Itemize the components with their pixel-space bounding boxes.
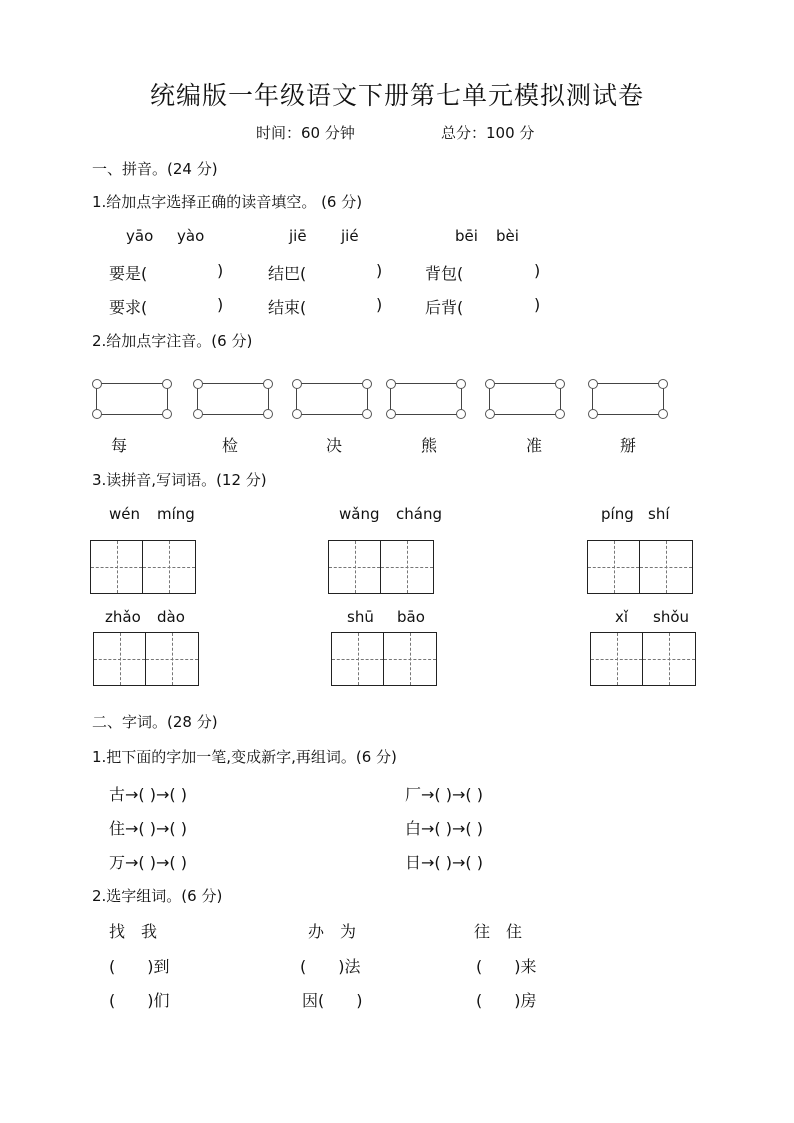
word-blank: 后背(: [425, 298, 464, 317]
writing-grid[interactable]: [590, 632, 696, 686]
pinyin-syllable: shí: [648, 505, 670, 523]
char-prompt: 每: [111, 436, 128, 455]
blank-close: ): [217, 261, 224, 280]
choice-blank: ( )房: [476, 991, 537, 1010]
pinyin-syllable: wén: [109, 505, 141, 523]
grid-cell[interactable]: [384, 633, 436, 685]
part2-q1-heading: 1.把下面的字加一笔,变成新字,再组词。(6 分): [92, 748, 397, 766]
pinyin-syllable: shǒu: [653, 608, 690, 626]
add-stroke-item: 住→( )→( ): [109, 819, 187, 838]
pinyin-option: yāo: [126, 227, 154, 245]
word-blank: 结束(: [268, 298, 307, 317]
part1-q3-heading: 3.读拼音,写词语。(12 分): [92, 471, 267, 489]
add-stroke-item: 古→( )→( ): [109, 785, 187, 804]
grid-cell[interactable]: [91, 541, 143, 593]
grid-cell[interactable]: [640, 541, 692, 593]
word-blank: 要是(: [109, 264, 148, 283]
blank-close: ): [376, 295, 383, 314]
add-stroke-item: 白→( )→( ): [405, 819, 483, 838]
pinyin-box[interactable]: [197, 383, 269, 415]
grid-cell[interactable]: [332, 633, 384, 685]
blank-close: ): [376, 261, 383, 280]
pinyin-syllable: zhǎo: [105, 608, 141, 626]
blank-close: ): [534, 295, 541, 314]
add-stroke-item: 厂→( )→( ): [405, 785, 483, 804]
pinyin-option: bēi: [455, 227, 478, 245]
pinyin-syllable: shū: [347, 608, 374, 626]
pinyin-option: jié: [341, 227, 359, 245]
grid-cell[interactable]: [643, 633, 695, 685]
char-prompt: 检: [222, 436, 239, 455]
choice-pair: 办 为: [308, 922, 357, 941]
writing-grid[interactable]: [587, 540, 693, 594]
pinyin-option: bèi: [496, 227, 519, 245]
word-blank: 结巴(: [268, 264, 307, 283]
writing-grid[interactable]: [90, 540, 196, 594]
pinyin-syllable: cháng: [396, 505, 442, 523]
part1-q1-heading: 1.给加点字选择正确的读音填空。 (6 分): [92, 193, 363, 211]
grid-cell[interactable]: [94, 633, 146, 685]
part2-q2-heading: 2.选字组词。(6 分): [92, 887, 223, 905]
pinyin-option: jiē: [289, 227, 307, 245]
part1-heading: 一、拼音。(24 分): [92, 160, 218, 178]
pinyin-syllable: dào: [157, 608, 185, 626]
pinyin-box[interactable]: [489, 383, 561, 415]
blank-close: ): [534, 261, 541, 280]
pinyin-syllable: xǐ: [615, 608, 629, 626]
choice-blank: 因( ): [302, 991, 363, 1010]
choice-blank: ( )来: [476, 957, 537, 976]
choice-pair: 往 住: [474, 922, 523, 941]
blank-close: ): [217, 295, 224, 314]
char-prompt: 决: [326, 436, 343, 455]
choice-blank: ( )们: [109, 991, 170, 1010]
writing-grid[interactable]: [331, 632, 437, 686]
pinyin-syllable: píng: [601, 505, 634, 523]
choice-pair: 找 我: [109, 922, 158, 941]
grid-cell[interactable]: [588, 541, 640, 593]
word-blank: 背包(: [425, 264, 464, 283]
grid-cell[interactable]: [329, 541, 381, 593]
part1-q2-heading: 2.给加点字注音。(6 分): [92, 332, 253, 350]
score-label: 总分：100 分: [441, 124, 535, 142]
time-label: 时间：60 分钟: [256, 124, 355, 142]
char-prompt: 掰: [620, 436, 637, 455]
choice-blank: ( )到: [109, 957, 170, 976]
pinyin-option: yào: [177, 227, 205, 245]
grid-cell[interactable]: [146, 633, 198, 685]
pinyin-box[interactable]: [296, 383, 368, 415]
pinyin-syllable: míng: [157, 505, 195, 523]
pinyin-box[interactable]: [390, 383, 462, 415]
page-title: 统编版一年级语文下册第七单元模拟测试卷: [149, 81, 644, 110]
pinyin-syllable: bāo: [397, 608, 425, 626]
char-prompt: 准: [526, 436, 543, 455]
grid-cell[interactable]: [591, 633, 643, 685]
writing-grid[interactable]: [328, 540, 434, 594]
part2-heading: 二、字词。(28 分): [92, 713, 218, 731]
add-stroke-item: 万→( )→( ): [109, 853, 187, 872]
add-stroke-item: 日→( )→( ): [405, 853, 483, 872]
word-blank: 要求(: [109, 298, 148, 317]
pinyin-box[interactable]: [592, 383, 664, 415]
pinyin-syllable: wǎng: [339, 505, 380, 523]
grid-cell[interactable]: [381, 541, 433, 593]
char-prompt: 熊: [421, 436, 438, 455]
writing-grid[interactable]: [93, 632, 199, 686]
choice-blank: ( )法: [300, 957, 361, 976]
grid-cell[interactable]: [143, 541, 195, 593]
pinyin-box[interactable]: [96, 383, 168, 415]
